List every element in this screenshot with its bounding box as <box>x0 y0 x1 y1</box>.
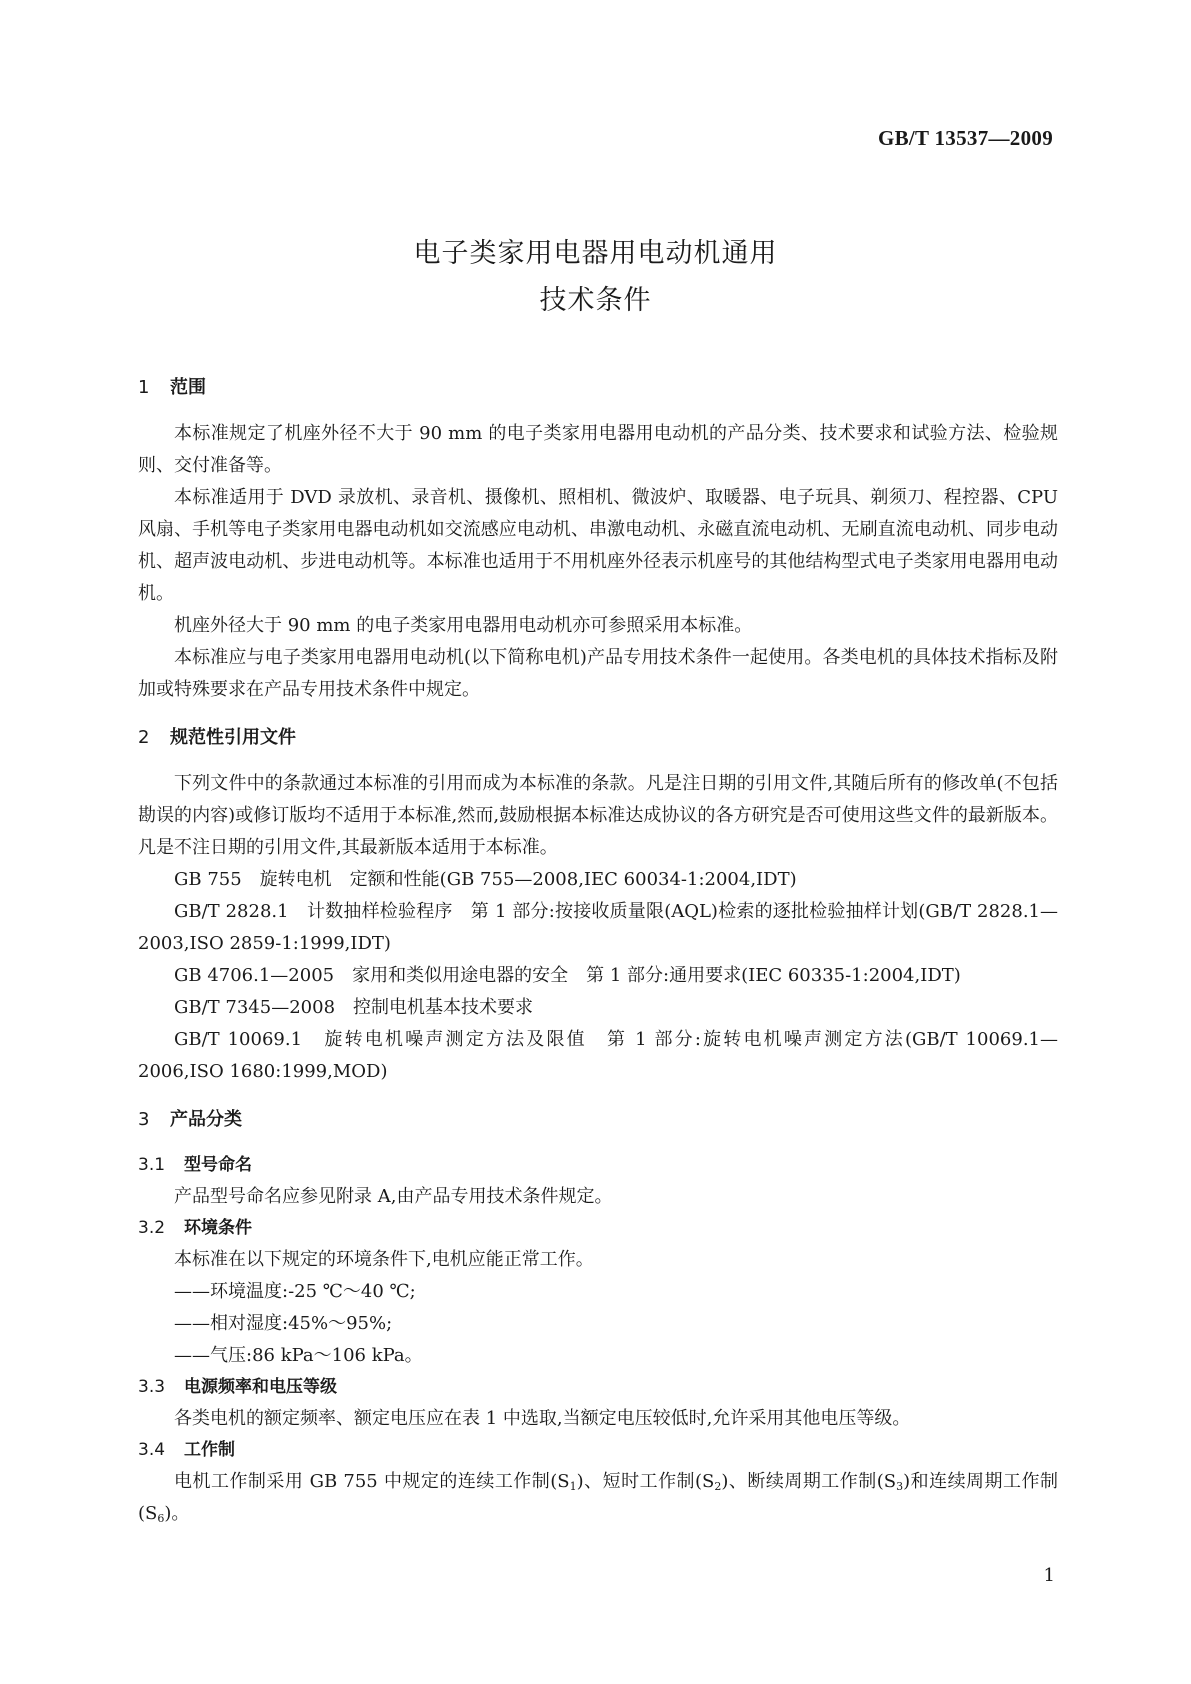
paragraph: 本标准规定了机座外径不大于 90 mm 的电子类家用电器用电动机的产品分类、技术要求和试验方法、检验规则、交付准备等。 <box>138 423 1058 476</box>
section-number: 2 <box>138 727 150 748</box>
section-title: 规范性引用文件 <box>170 727 296 748</box>
subsection-3-4-heading <box>138 1435 1058 1466</box>
paragraph: 本标准应与电子类家用电器用电动机(以下简称电机)产品专用技术条件一起使用。各类电机的具体技术指标及附加或特殊要求在产品专用技术条件中规定。 <box>138 647 1058 700</box>
paragraph: 各类电机的额定频率、额定电压应在表 1 中选取,当额定电压较低时,允许采用其他电压等级。 <box>174 1408 911 1429</box>
paragraph-duty-types: 电机工作制采用 GB 755 中规定的连续工作制$(S_1)$、短时工作制$(S_2)$、断续周期工作制$(S_3)$和连续周期工作制$(S_6)$。 <box>138 1471 1058 1525</box>
reference-item: GB/T 2828.1 计数抽样检验程序 第 1 部分:按接收质量限(AQL)检索的逐批检验抽样计划(GB/T 2828.1—2003,ISO 2859-1:1999,IDT) <box>138 901 1058 954</box>
subsection-title: 环境条件 <box>184 1218 252 1238</box>
paragraph: 本标准在以下规定的环境条件下,电机应能正常工作。 <box>174 1249 594 1270</box>
section-title: 范围 <box>170 377 206 398</box>
reference-item: GB/T 10069.1 旋转电机噪声测定方法及限值 第 1 部分:旋转电机噪声测定方法(GB/T 10069.1—2006,ISO 1680:1999,MOD) <box>138 1029 1058 1082</box>
paragraph: 产品型号命名应参见附录 A,由产品专用技术条件规定。 <box>174 1186 613 1207</box>
paragraph: 本标准适用于 DVD 录放机、录音机、摄像机、照相机、微波炉、取暖器、电子玩具、剃须刀、程控器、CPU 风扇、手机等电子类家用电器电动机如交流感应电动机、串激电动机、永磁直流电动机、无刷直流电动机、同步电动机、超声波电动机、步进电动机等。本标准也适用于不用机座外径表示机座号的其他结构型式电子类家用电器用电动机。 <box>138 487 1058 604</box>
subsection-number: 3.3 <box>138 1377 166 1397</box>
standard-code: GB/T 13537—2009 <box>877 126 1053 150</box>
section-2-heading <box>138 722 1058 754</box>
list-item: ——气压:86 kPa～106 kPa。 <box>174 1345 423 1366</box>
reference-item: GB 755 旋转电机 定额和性能(GB 755—2008,IEC 60034-1:2004,IDT) <box>174 869 797 890</box>
section-number: 1 <box>138 377 150 398</box>
subsection-title: 电源频率和电压等级 <box>184 1377 337 1397</box>
paragraph: 下列文件中的条款通过本标准的引用而成为本标准的条款。凡是注日期的引用文件,其随后所有的修改单(不包括勘误的内容)或修订版均不适用于本标准,然而,鼓励根据本标准达成协议的各方研究是否可使用这些文件的最新版本。凡是不注日期的引用文件,其最新版本适用于本标准。 <box>138 773 1058 858</box>
subsection-title: 工作制 <box>184 1440 235 1460</box>
subsection-number: 3.4 <box>138 1440 166 1460</box>
section-number: 3 <box>138 1109 150 1130</box>
reference-item: GB/T 7345—2008 控制电机基本技术要求 <box>174 997 534 1018</box>
section-3-heading <box>138 1104 1058 1136</box>
paragraph: 机座外径大于 90 mm 的电子类家用电器用电动机亦可参照采用本标准。 <box>174 615 753 636</box>
subsection-3-3-heading <box>138 1372 1058 1403</box>
subsection-title: 型号命名 <box>184 1155 252 1175</box>
list-item: ——环境温度:-25 ℃～40 ℃; <box>174 1281 416 1302</box>
list-item: ——相对湿度:45%～95%; <box>174 1313 393 1334</box>
document-title <box>0 230 1191 324</box>
subsection-number: 3.1 <box>138 1155 166 1175</box>
subsection-3-2-heading <box>138 1213 1058 1244</box>
reference-item: GB 4706.1—2005 家用和类似用途电器的安全 第 1 部分:通用要求(IEC 60335-1:2004,IDT) <box>174 965 961 986</box>
subsection-3-1-heading <box>138 1150 1058 1181</box>
section-1-heading <box>138 372 1058 404</box>
document-body <box>138 372 1058 1530</box>
title-line-1: 电子类家用电器用电动机通用 <box>413 238 778 269</box>
page-number: 1 <box>1043 1565 1055 1586</box>
subsection-number: 3.2 <box>138 1218 166 1238</box>
title-line-2: 技术条件 <box>539 285 652 316</box>
section-title: 产品分类 <box>170 1109 242 1130</box>
